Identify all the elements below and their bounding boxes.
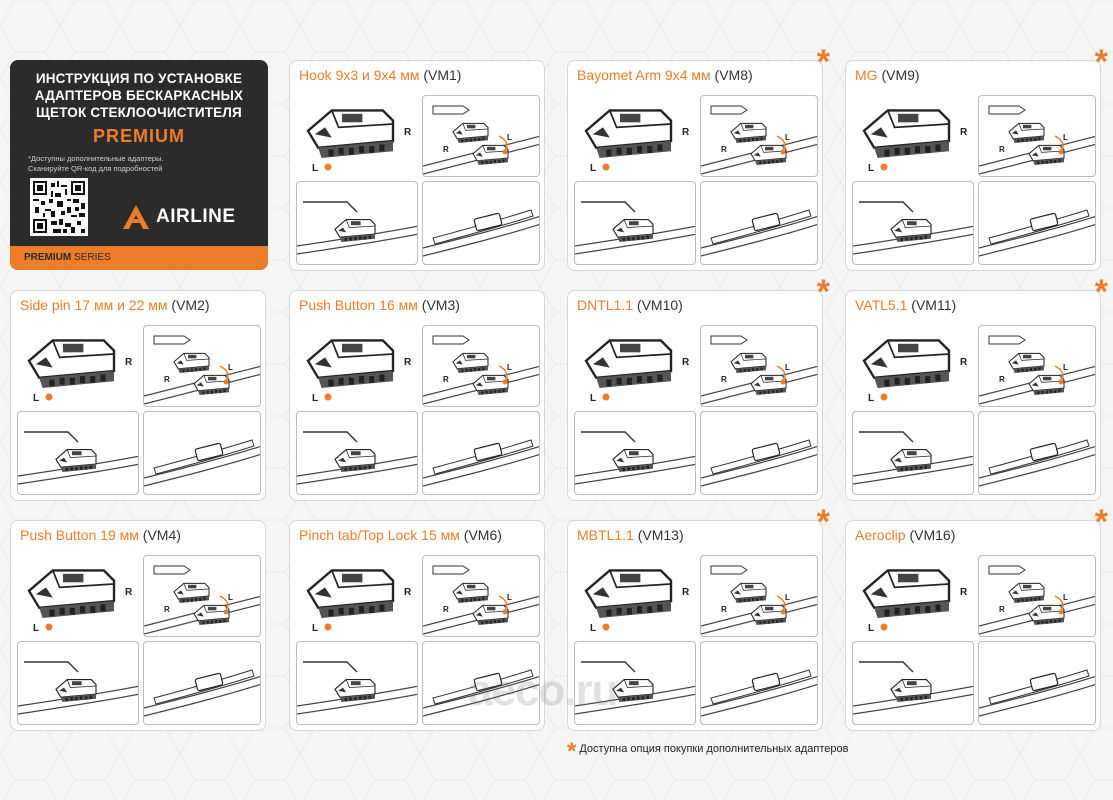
- brand-name: AIRLINE: [156, 206, 236, 227]
- adapter-step-3: [700, 181, 818, 265]
- adapter-name: Bayomet Arm 9x4 мм: [577, 67, 711, 83]
- label-r: R: [682, 587, 690, 598]
- adapter-step-1: [700, 555, 818, 637]
- star-icon: *: [567, 738, 577, 765]
- label-l: L: [590, 623, 597, 634]
- title-line-1: ИНСТРУКЦИЯ ПО УСТАНОВКЕ: [35, 71, 243, 86]
- label-r: R: [721, 375, 727, 384]
- label-l: L: [785, 593, 790, 602]
- label-l: L: [228, 363, 233, 372]
- adapter-name: Side pin 17 мм и 22 мм: [20, 297, 168, 313]
- card-title: [855, 67, 920, 83]
- adapter-card: [567, 43, 830, 271]
- adapter-card: [845, 503, 1108, 731]
- label-l: L: [785, 133, 790, 142]
- footnote-text: Доступна опция покупки дополнительных адаптеров: [579, 743, 849, 755]
- label-l: L: [1063, 133, 1068, 142]
- adapter-card: [10, 290, 266, 501]
- adapter-code: (VM4): [142, 527, 181, 543]
- adapter-step-2: [17, 411, 139, 495]
- adapter-step-1: [978, 95, 1096, 177]
- label-r: R: [443, 375, 449, 384]
- label-l: L: [868, 623, 875, 634]
- series-light: SERIES: [71, 252, 111, 263]
- label-l: L: [590, 163, 597, 174]
- adapter-code: (VM11): [911, 297, 957, 313]
- label-r: R: [164, 375, 170, 384]
- label-l: L: [312, 163, 319, 174]
- label-r: R: [125, 357, 133, 368]
- adapter-step-3: [978, 641, 1096, 725]
- star-icon: *: [816, 273, 830, 311]
- star-icon: *: [1094, 273, 1108, 311]
- star-icon: *: [1094, 43, 1108, 81]
- note-line-1: *Доступны дополнительные адаптеры.: [28, 154, 164, 163]
- label-l: L: [312, 623, 319, 634]
- adapter-step-3: [700, 641, 818, 725]
- adapter-name: MBTL1.1: [577, 527, 634, 543]
- adapter-step-2: [852, 641, 974, 725]
- card-title: [299, 67, 461, 83]
- card-title: [20, 297, 210, 313]
- premium-label: PREMIUM: [93, 126, 185, 146]
- adapter-step-2: [296, 411, 418, 495]
- label-r: R: [960, 357, 968, 368]
- title-line-2: АДАПТЕРОВ БЕСКАРКАСНЫХ: [34, 88, 244, 103]
- premium-series-bar: [10, 246, 268, 270]
- adapter-step-1: [143, 555, 261, 637]
- label-l: L: [33, 393, 40, 404]
- adapter-step-2: [296, 181, 418, 265]
- label-l: L: [228, 593, 233, 602]
- instruction-header-panel: [10, 60, 268, 270]
- adapter-step-2: [852, 181, 974, 265]
- card-title: [577, 67, 753, 83]
- airline-brand: [122, 202, 236, 232]
- adapter-main-illustration: [574, 325, 698, 407]
- adapter-name: Push Button 16 мм: [299, 297, 418, 313]
- label-r: R: [404, 357, 412, 368]
- label-l: L: [507, 363, 512, 372]
- adapter-card: [845, 43, 1108, 271]
- title-line-3: ЩЕТОК СТЕКЛООЧИСТИТЕЛЯ: [36, 105, 242, 120]
- label-r: R: [682, 357, 690, 368]
- card-title: [299, 297, 460, 313]
- label-r: R: [999, 375, 1005, 384]
- instruction-title: [10, 70, 268, 121]
- card-title: [299, 527, 502, 543]
- label-r: R: [960, 587, 968, 598]
- adapter-step-3: [143, 411, 261, 495]
- label-l: L: [1063, 593, 1068, 602]
- adapter-step-3: [422, 411, 540, 495]
- label-l: L: [33, 623, 40, 634]
- adapter-name: VATL5.1: [855, 297, 908, 313]
- adapter-step-1: [978, 325, 1096, 407]
- card-title: [855, 527, 955, 543]
- star-icon: *: [816, 43, 830, 81]
- qr-code-icon[interactable]: [30, 178, 88, 236]
- adapter-main-illustration: [296, 325, 420, 407]
- adapter-code: (VM13): [637, 527, 684, 543]
- label-l: L: [507, 593, 512, 602]
- adapter-step-1: [422, 325, 540, 407]
- label-r: R: [404, 587, 412, 598]
- label-l: L: [785, 363, 790, 372]
- adapter-step-1: [700, 95, 818, 177]
- label-l: L: [507, 133, 512, 142]
- label-r: R: [125, 587, 133, 598]
- adapter-code: (VM2): [171, 297, 210, 313]
- label-r: R: [999, 145, 1005, 154]
- label-l: L: [590, 393, 597, 404]
- adapter-main-illustration: [296, 95, 420, 177]
- additional-adapters-note: [28, 154, 258, 174]
- label-r: R: [443, 145, 449, 154]
- note-line-2: Сканируйте QR-код для подробностей: [28, 164, 163, 173]
- adapter-main-illustration: [574, 95, 698, 177]
- adapter-main-illustration: [296, 555, 420, 637]
- label-r: R: [960, 127, 968, 138]
- adapter-step-2: [574, 181, 696, 265]
- adapter-step-2: [852, 411, 974, 495]
- adapter-name: DNTL1.1: [577, 297, 634, 313]
- adapter-card: [845, 273, 1108, 501]
- adapter-step-3: [143, 641, 261, 725]
- adapter-code: (VM6): [463, 527, 502, 543]
- adapter-step-2: [17, 641, 139, 725]
- label-r: R: [999, 605, 1005, 614]
- adapter-main-illustration: [852, 325, 976, 407]
- adapter-card: [10, 520, 266, 731]
- label-r: R: [404, 127, 412, 138]
- star-icon: *: [1094, 503, 1108, 541]
- adapter-step-3: [978, 181, 1096, 265]
- adapter-step-2: [574, 411, 696, 495]
- star-icon: *: [816, 503, 830, 541]
- adapter-code: (VM1): [423, 67, 462, 83]
- adapter-main-illustration: [852, 555, 976, 637]
- adapter-name: Hook 9x3 и 9x4 мм: [299, 67, 420, 83]
- adapter-code: (VM16): [909, 527, 956, 543]
- card-title: [20, 527, 181, 543]
- adapter-card: [289, 290, 545, 501]
- airline-logo-icon: [122, 204, 150, 230]
- adapter-main-illustration: [852, 95, 976, 177]
- adapter-main-illustration: [17, 325, 141, 407]
- adapter-step-1: [422, 555, 540, 637]
- adapter-name: Pinch tab/Top Lock 15 мм: [299, 527, 460, 543]
- adapter-code: (VM10): [636, 297, 683, 313]
- card-title: [855, 297, 956, 313]
- adapter-card: [289, 60, 545, 271]
- adapter-step-1: [143, 325, 261, 407]
- adapter-step-1: [978, 555, 1096, 637]
- card-title: [577, 527, 684, 543]
- label-r: R: [682, 127, 690, 138]
- label-r: R: [164, 605, 170, 614]
- label-l: L: [868, 393, 875, 404]
- adapter-name: Aeroclip: [855, 527, 906, 543]
- adapter-step-3: [978, 411, 1096, 495]
- adapter-name: MG: [855, 67, 878, 83]
- adapter-step-1: [700, 325, 818, 407]
- label-l: L: [312, 393, 319, 404]
- label-r: R: [443, 605, 449, 614]
- adapter-code: (VM3): [421, 297, 460, 313]
- footnote: [567, 738, 849, 766]
- label-r: R: [721, 605, 727, 614]
- adapter-name: Push Button 19 мм: [20, 527, 139, 543]
- adapter-step-3: [422, 181, 540, 265]
- adapter-main-illustration: [574, 555, 698, 637]
- adapter-step-2: [296, 641, 418, 725]
- adapter-code: (VM8): [714, 67, 753, 83]
- card-title: [577, 297, 683, 313]
- watermark: aeco.ru: [468, 666, 618, 715]
- adapter-main-illustration: [17, 555, 141, 637]
- adapter-code: (VM9): [881, 67, 920, 83]
- label-l: L: [868, 163, 875, 174]
- adapter-card: [567, 273, 830, 501]
- label-r: R: [721, 145, 727, 154]
- label-l: L: [1063, 363, 1068, 372]
- adapter-step-1: [422, 95, 540, 177]
- series-bold: PREMIUM: [24, 252, 72, 263]
- adapter-step-3: [700, 411, 818, 495]
